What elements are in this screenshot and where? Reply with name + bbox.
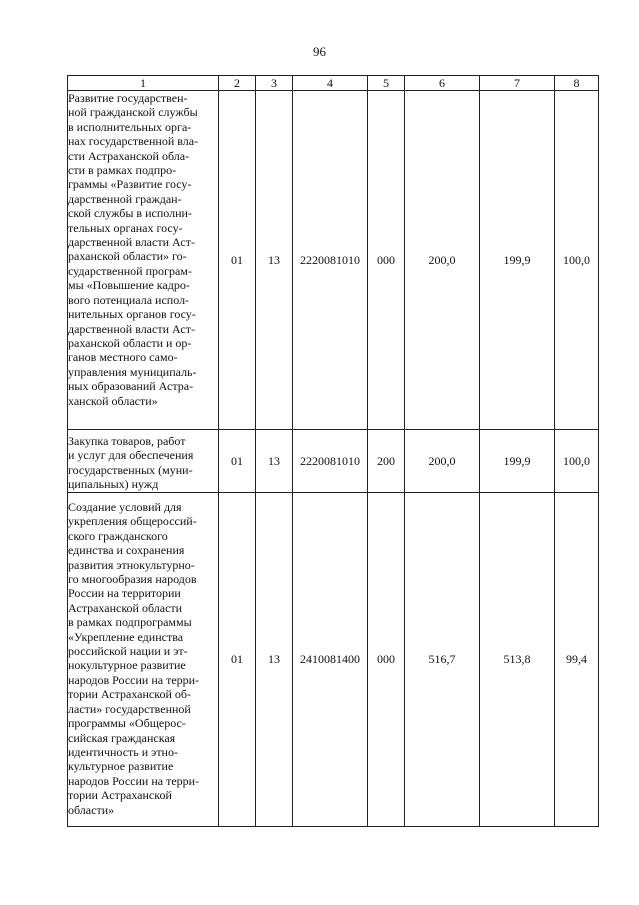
name-line: Астраханской области: [68, 600, 183, 615]
name-line: и услуг для обеспечения: [68, 448, 194, 463]
name-line: граммы «Развитие госу-: [68, 177, 192, 192]
name-line: ласти» государственной: [68, 701, 191, 716]
name-line: программы «Общерос-: [68, 716, 186, 731]
planned-amount-cell: 200,0: [405, 91, 480, 430]
name-line: дарственной власти Аст-: [68, 235, 195, 250]
name-line: го многообразия народов: [68, 572, 197, 587]
name-line: народов России на терри-: [68, 672, 200, 687]
section-code-cell: 01: [219, 91, 256, 430]
table-row: [68, 430, 599, 493]
name-line: единства и сохранения: [68, 543, 185, 558]
header-cell-6: 6: [405, 76, 480, 91]
subsection-code-cell: 13: [256, 430, 293, 493]
planned-amount-cell: 516,7: [405, 493, 480, 827]
execution-percent-cell: 100,0: [555, 430, 599, 493]
expense-type-code-cell: 000: [368, 91, 405, 430]
name-line: Развитие государствен-: [68, 91, 188, 105]
expense-type-code-cell: 000: [368, 493, 405, 827]
executed-amount-cell: 199,9: [480, 91, 555, 430]
target-item-code-cell: 2220081010: [293, 430, 368, 493]
header-cell-5: 5: [368, 76, 405, 91]
name-line: нах государственной вла-: [68, 134, 199, 149]
name-line: государственных (муни-: [68, 462, 193, 477]
name-line: ципальных) нужд: [68, 477, 159, 492]
section-code-cell: 01: [219, 493, 256, 827]
execution-percent-cell: 100,0: [555, 91, 599, 430]
table-row: [68, 493, 599, 827]
name-line: тории Астраханской об-: [68, 687, 191, 702]
name-line: ханской области»: [68, 393, 158, 408]
name-line: раханской области» го-: [68, 249, 187, 264]
target-item-code-cell: 2220081010: [293, 91, 368, 430]
name-line: сти в рамках подпро-: [68, 163, 177, 178]
subsection-code-cell: 13: [256, 493, 293, 827]
header-cell-2: 2: [219, 76, 256, 91]
name-line: народов России на терри-: [68, 773, 200, 788]
name-line: Создание условий для: [68, 500, 182, 514]
name-line: Закупка товаров, работ: [68, 434, 186, 448]
header-cell-3: 3: [256, 76, 293, 91]
name-line: тельных органах госу-: [68, 220, 183, 235]
name-line: ганов местного само-: [68, 350, 178, 365]
row-name-cell: [68, 91, 219, 430]
name-line: идентичность и этно-: [68, 744, 178, 759]
row-name-cell: [68, 430, 219, 493]
name-line: ных образований Астра-: [68, 379, 194, 394]
row-name-cell: [68, 493, 219, 827]
name-line: вого потенциала испол-: [68, 292, 190, 307]
name-line: дарственной власти Аст-: [68, 321, 195, 336]
name-line: укрепления общероссий-: [68, 514, 197, 529]
name-line: сударственной програм-: [68, 263, 192, 278]
name-line: ной гражданской службы: [68, 105, 198, 120]
executed-amount-cell: 513,8: [480, 493, 555, 827]
name-line: ской службы в исполни-: [68, 206, 192, 221]
planned-amount-cell: 200,0: [405, 430, 480, 493]
name-line: культурное развитие: [68, 759, 174, 774]
executed-amount-cell: 199,9: [480, 430, 555, 493]
name-line: сийская гражданская: [68, 730, 176, 745]
name-line: в исполнительных орга-: [68, 119, 192, 134]
header-cell-1: 1: [68, 76, 219, 91]
name-line: развития этнокультурно-: [68, 557, 195, 572]
section-code-cell: 01: [219, 430, 256, 493]
name-line: нокультурное развитие: [68, 658, 186, 673]
header-cell-7: 7: [480, 76, 555, 91]
name-line: раханской области и ор-: [68, 335, 192, 350]
name-line: «Укрепление единства: [68, 629, 184, 644]
name-line: ского гражданского: [68, 528, 168, 543]
name-line: дарственной граждан-: [68, 191, 182, 206]
execution-percent-cell: 99,4: [555, 493, 599, 827]
target-item-code-cell: 2410081400: [293, 493, 368, 827]
name-line: российской нации и эт-: [68, 644, 188, 659]
name-line: нительных органов госу-: [68, 307, 196, 322]
table-row: [68, 91, 599, 430]
header-cell-4: 4: [293, 76, 368, 91]
name-line: России на территории: [68, 586, 181, 601]
name-line: мы «Повышение кадро-: [68, 278, 190, 293]
budget-table: [67, 75, 599, 827]
name-line: в рамках подпрограммы: [68, 615, 192, 630]
name-line: области»: [68, 802, 115, 817]
subsection-code-cell: 13: [256, 91, 293, 430]
name-line: сти Астраханской обла-: [68, 148, 190, 163]
page-number: 96: [313, 44, 326, 59]
name-line: тории Астраханской: [68, 788, 172, 803]
name-line: управления муниципаль-: [68, 364, 197, 379]
header-row: [68, 76, 599, 91]
header-cell-8: 8: [555, 76, 599, 91]
expense-type-code-cell: 200: [368, 430, 405, 493]
